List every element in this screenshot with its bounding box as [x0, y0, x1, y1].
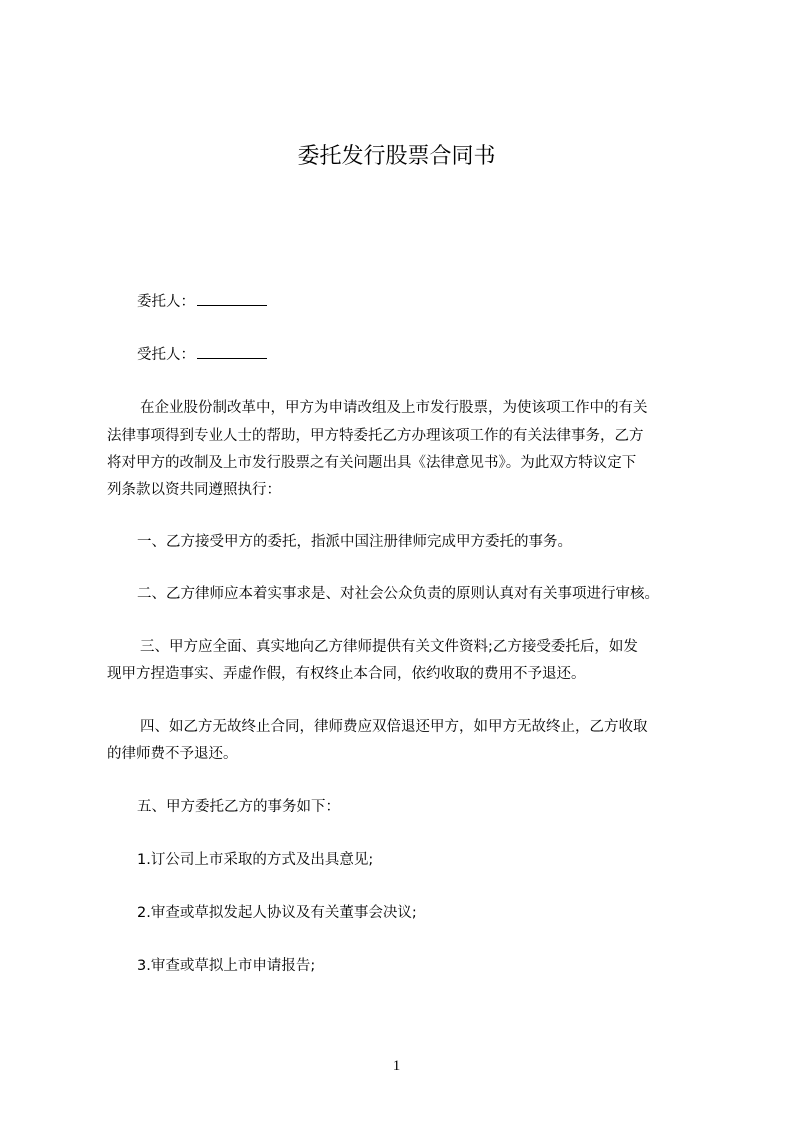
clause-4-line-1: 四、如乙方无故终止合同，律师费应双倍退还甲方，如甲方无故终止，乙方收取 [140, 719, 648, 735]
clause-1: 一、乙方接受甲方的委托，指派中国注册律师完成甲方委托的事务。 [137, 534, 572, 550]
intro-line: 法律事项得到专业人士的帮助，甲方特委托乙方办理该项工作的有关法律事务，乙方 [107, 428, 644, 444]
agent-blank [197, 344, 267, 359]
clause-2: 二、乙方律师应本着实事求是、对社会公众负责的原则认真对有关事项进行审核。 [137, 586, 659, 602]
list-item-3: 3.审查或草拟上市申请报告; [137, 958, 316, 974]
list-item-2: 2.审查或草拟发起人协议及有关董事会决议; [137, 905, 417, 921]
agent-line [137, 344, 267, 365]
agent-label: 受托人： [137, 347, 195, 363]
clause-3-line-1: 三、甲方应全面、真实地向乙方律师提供有关文件资料;乙方接受委托后，如发 [140, 639, 638, 655]
intro-line: 将对甲方的改制及上市发行股票之有关问题出具《法律意见书》。为此双方特议定下 [107, 455, 637, 471]
page-number: 1 [392, 1058, 401, 1074]
intro-line: 列条款以资共同遵照执行： [107, 482, 281, 498]
clause-3-line-2: 现甲方捏造事实、弄虚作假，有权终止本合同，依约收取的费用不予退还。 [107, 666, 586, 682]
client-blank [197, 291, 267, 306]
list-item-1: 1.订公司上市采取的方式及出具意见; [137, 852, 374, 868]
clause-4-line-2: 的律师费不予退还。 [107, 746, 238, 762]
intro-line: 在企业股份制改革中，甲方为申请改组及上市发行股票，为使该项工作中的有关 [140, 400, 648, 416]
client-label: 委托人： [137, 294, 195, 310]
clause-5: 五、甲方委托乙方的事务如下： [137, 799, 340, 815]
document-title: 委托发行股票合同书 [297, 144, 496, 169]
client-line [137, 291, 267, 312]
